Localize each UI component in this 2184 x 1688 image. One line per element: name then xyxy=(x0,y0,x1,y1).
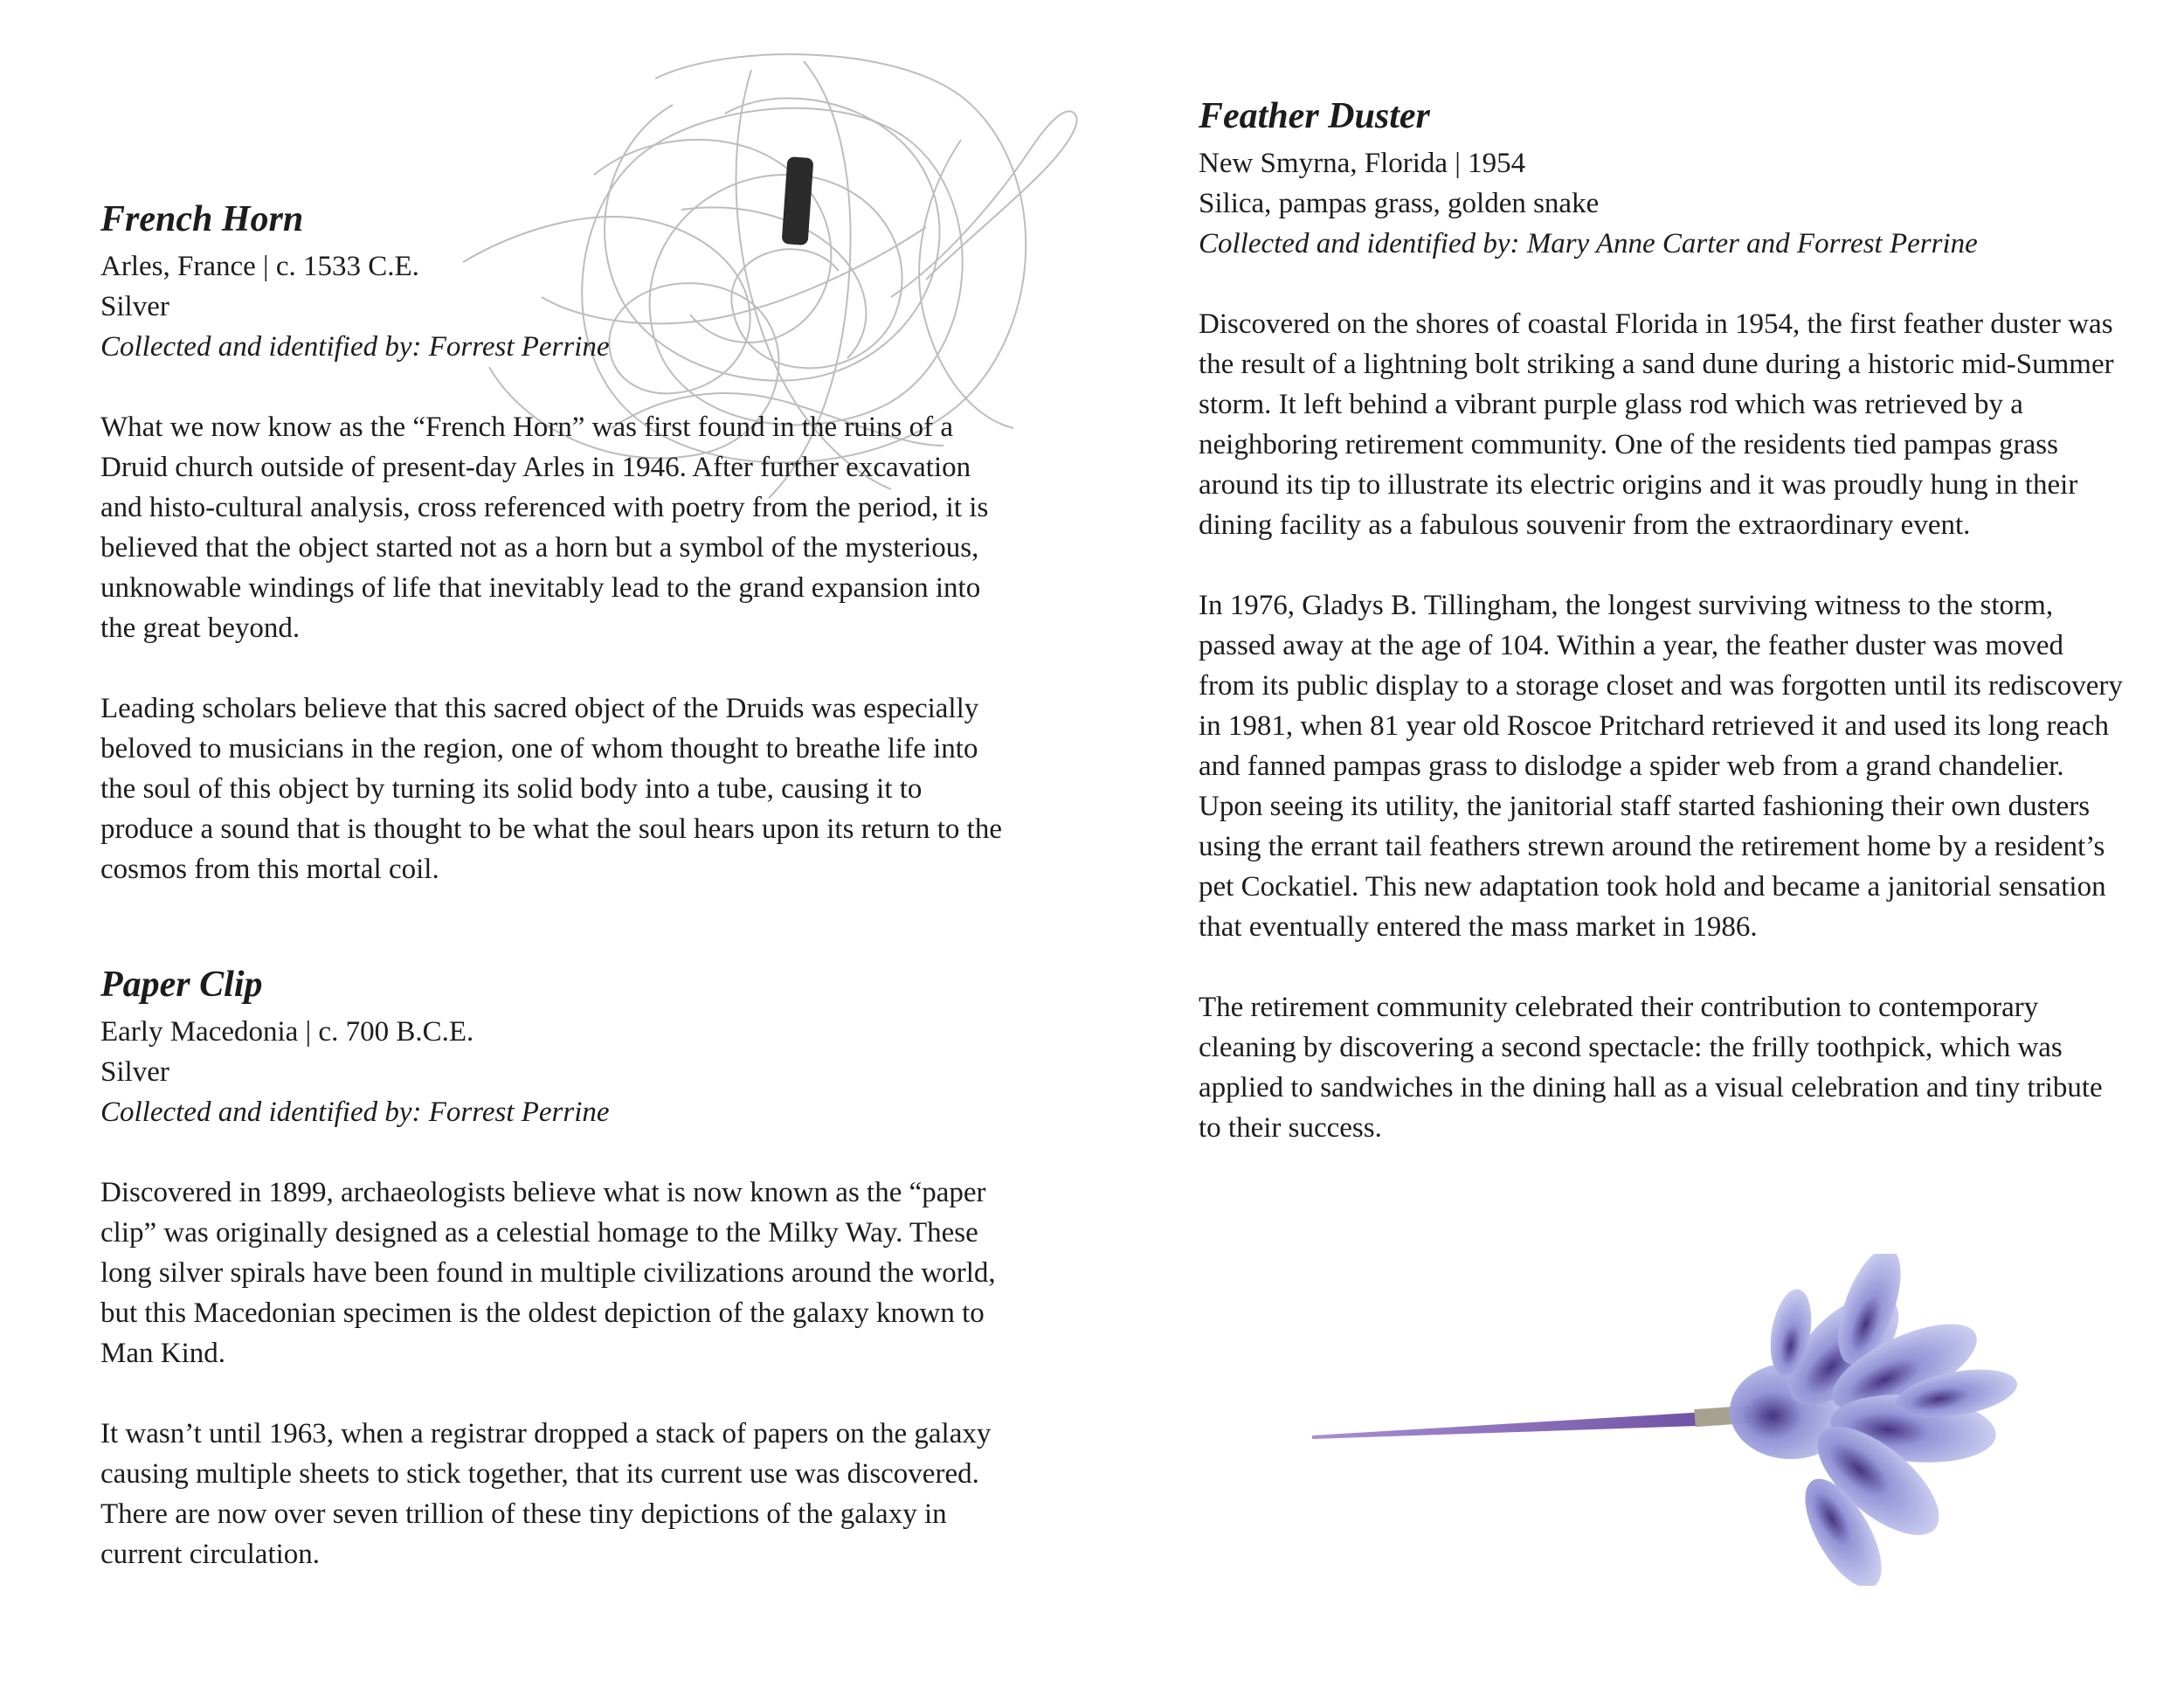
paper-clip-title: Paper Clip xyxy=(100,965,263,1005)
feather-duster-paragraph-2: In 1976, Gladys B. Tillingham, the longest surviving witness to the storm, passed away at the age of 104. Within a year, the feather duster was moved from its public display to a storage closet and was forgotten until its rediscovery in 1981, when 81 year old Roscoe Pritchard retrieved it and used its long reach and fanned pampas grass to dislodge a spider web from a grand chandelier. Upon seeing its utility, the janitorial staff started fashioning their own dusters using the errant tail feathers strewn around the retirement home by a resident’s pet Cockatiel. This new adaptation took hold and became a janitorial sensation that eventually entered the mass market in 1986. xyxy=(1199,590,2123,943)
french-horn-origin: Arles, France | c. 1533 C.E. xyxy=(100,251,419,282)
paper-clip-credit: Collected and identified by: Forrest Perrine xyxy=(100,1097,610,1128)
french-horn-entry xyxy=(100,199,1005,889)
feather-duster-illustration xyxy=(1302,1254,2035,1586)
french-horn-title: French Horn xyxy=(100,199,304,239)
french-horn-paragraph-1: What we now know as the “French Horn” was first found in the ruins of a Druid church outside of present-day Arles in 1946. After further excavation and histo-cultural analysis, cross referenced with poetry from the period, it is believed that the object started not as a horn but a symbol of the mysterious, unknowable windings of life that inevitably lead to the grand expansion into the great beyond. xyxy=(100,412,989,644)
feather-duster-paragraph-3: The retirement community celebrated their contribution to contemporary cleaning by discovering a second spectacle: the frilly toothpick, which was applied to sandwiches in the dining hall as a visual celebration and tiny tribute to their success. xyxy=(1199,992,2103,1144)
paper-clip-paragraph-1: Discovered in 1899, archaeologists believe what is now known as the “paper clip” was originally designed as a celestial homage to the Milky Way. These long silver spirals have been found in multiple civilizations around the world, but this Macedonian specimen is the oldest depiction of the galaxy known to Man Kind. xyxy=(100,1177,996,1369)
french-horn-material: Silver xyxy=(100,291,169,322)
paper-clip-paragraph-2: It wasn’t until 1963, when a registrar dropped a stack of papers on the galaxy causing multiple sheets to stick together, that its current use was discovered. There are now over seven trillion of these tiny depictions of the galaxy in current circulation. xyxy=(100,1418,992,1570)
paper-clip-origin: Early Macedonia | c. 700 B.C.E. xyxy=(100,1016,474,1048)
feather-duster-title: Feather Duster xyxy=(1199,96,1430,136)
feather-duster-origin: New Smyrna, Florida | 1954 xyxy=(1199,148,1526,179)
feather-duster-material: Silica, pampas grass, golden snake xyxy=(1199,188,1600,219)
feather-duster-credit: Collected and identified by: Mary Anne Carter and Forrest Perrine xyxy=(1199,228,1978,259)
feather-duster-paragraph-1: Discovered on the shores of coastal Florida in 1954, the first feather duster was the result of a lightning bolt striking a sand dune during a historic mid-Summer storm. It left behind a vibrant purple glass rod which was retrieved by a neighboring retirement community. One of the residents tied pampas grass around its tip to illustrate its electric origins and it was proudly hung in their dining facility as a fabulous souvenir from the extraordinary event. xyxy=(1199,308,2114,541)
paper-clip-material: Silver xyxy=(100,1056,169,1088)
french-horn-credit: Collected and identified by: Forrest Perrine xyxy=(100,331,610,363)
french-horn-paragraph-2: Leading scholars believe that this sacred object of the Druids was especially beloved to musicians in the region, one of whom thought to breathe life into the soul of this object by turning its solid body into a tube, causing it to produce a sound that is thought to be what the soul hears upon its return to the cosmos from this mortal coil. xyxy=(100,693,1002,885)
paper-clip-entry xyxy=(100,965,1018,1574)
feather-duster-entry xyxy=(1199,96,2125,1148)
